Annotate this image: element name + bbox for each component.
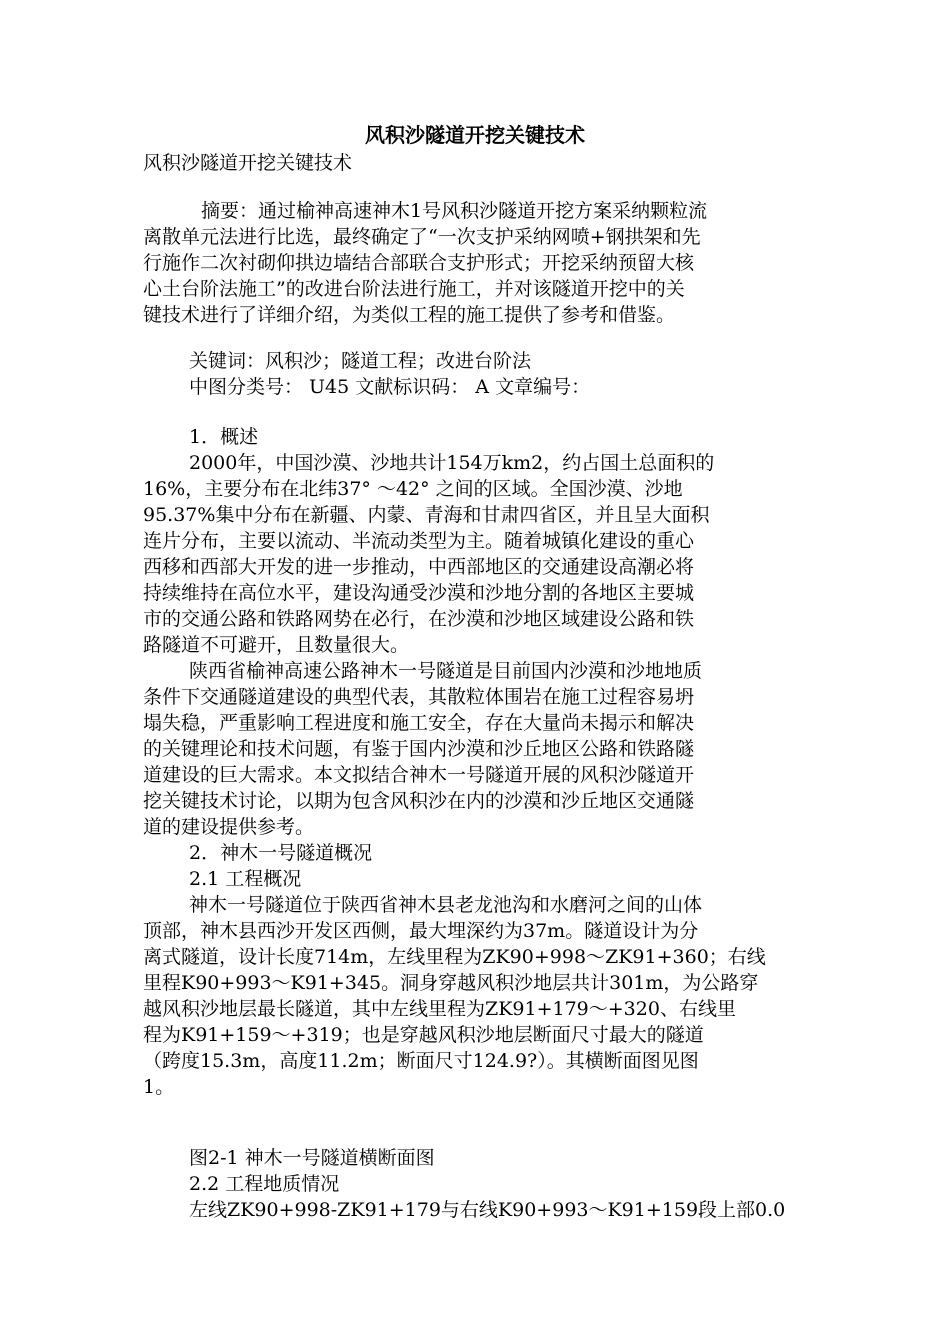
abstract — [143, 198, 808, 328]
paragraph-line: 里程K90+993～K91+345。洞身穿越风积沙地层共计301m，为公路穿 — [143, 972, 759, 994]
paragraph-line: 西移和西部大开发的进一步推动，中西部地区的交通建设高潮必将 — [143, 556, 695, 578]
abstract-line: 摘要：通过榆神高速神木1号风积沙隧道开挖方案采纳颗粒流 — [201, 200, 708, 222]
section-heading: 1．概述 — [189, 426, 259, 448]
abstract-line: 行施作二次衬砌仰拱边墙结合部联合支护形式；开挖采纳预留大核 — [143, 252, 695, 274]
paragraph-line: 95.37%集中分布在新疆、内蒙、青海和甘肃四省区，并且呈大面积 — [143, 504, 710, 526]
figure-caption: 图2-1 神木一号隧道横断面图 — [189, 1147, 435, 1169]
paragraph-line: 程为K91+159～+319；也是穿越风积沙地层断面尺寸最大的隧道 — [143, 1024, 704, 1046]
paragraph-line: 持续维持在高位水平，建设沟通受沙漠和沙地分割的各地区主要城 — [143, 582, 695, 604]
paragraph-line: 1。 — [143, 1076, 175, 1098]
section-heading: 2．神木一号隧道概况 — [189, 842, 373, 864]
paragraph-line: 离式隧道，设计长度714m，左线里程为ZK90+998～ZK91+360；右线 — [143, 946, 766, 968]
paragraph-line: 连片分布，主要以流动、半流动类型为主。随着城镇化建设的重心 — [143, 530, 695, 552]
abstract-line: 键技术进行了详细介绍，为类似工程的施工提供了参考和借鉴。 — [143, 304, 676, 326]
paragraph-line: （跨度15.3m，高度11.2m；断面尺寸124.9?）。其横断面图见图 — [143, 1050, 699, 1072]
paragraph-line: 顶部，神木县西沙开发区西侧，最大埋深约为37m。隧道设计为分 — [143, 920, 699, 942]
paragraph-line: 16%，主要分布在北纬37° ～42° 之间的区域。全国沙漠、沙地 — [143, 478, 683, 500]
paragraph-line: 道建设的巨大需求。本文拟结合神木一号隧道开展的风积沙隧道开 — [143, 764, 695, 786]
keywords-block — [143, 348, 808, 400]
paragraph-line: 塌失稳，严重影响工程进度和施工安全，存在大量尚未揭示和解决 — [143, 712, 695, 734]
section-1 — [143, 424, 808, 1100]
paragraph-line: 条件下交通隧道建设的典型代表，其散粒体围岩在施工过程容易坍 — [143, 686, 695, 708]
abstract-line: 离散单元法进行比选，最终确定了“一次支护采纳网喷+钢拱架和先 — [143, 226, 701, 248]
paragraph-line: 越风积沙地层最长隧道，其中左线里程为ZK91+179～+320、右线里 — [143, 998, 736, 1020]
paragraph-line: 市的交通公路和铁路网势在必行，在沙漠和沙地区域建设公路和铁 — [143, 608, 695, 630]
abstract-line: 心土台阶法施工”的改进台阶法进行施工，并对该隧道开挖中的关 — [143, 278, 685, 300]
classification: 中图分类号： U45 文献标识码： A 文章编号： — [189, 376, 591, 398]
section-heading: 2.1 工程概况 — [189, 868, 302, 890]
paragraph-line: 道的建设提供参考。 — [143, 816, 315, 838]
paragraph-line: 陕西省榆神高速公路神木一号隧道是目前国内沙漠和沙地地质 — [189, 660, 703, 682]
paragraph-line: 左线ZK90+998-ZK91+179与右线K90+993～K91+159段上部0.0 — [189, 1199, 786, 1221]
paragraph-line: 神木一号隧道位于陕西省神木县老龙池沟和水磨河之间的山体 — [189, 894, 703, 916]
paragraph-line: 挖关键技术讨论，以期为包含风积沙在内的沙漠和沙丘地区交通隧 — [143, 790, 695, 812]
section-2-cont — [143, 1145, 808, 1223]
document-subtitle: 风积沙隧道开挖关键技术 — [143, 152, 353, 174]
paragraph-line: 路隧道不可避开，且数量很大。 — [143, 634, 410, 656]
section-heading: 2.2 工程地质情况 — [189, 1173, 340, 1195]
paragraph-line: 的关键理论和技术问题，有鉴于国内沙漠和沙丘地区公路和铁路隧 — [143, 738, 695, 760]
keywords: 关键词：风积沙；隧道工程；改进台阶法 — [189, 350, 532, 372]
paragraph-line: 2000年，中国沙漠、沙地共计154万km2，约占国土总面积的 — [189, 452, 715, 474]
document-title: 风积沙隧道开挖关键技术 — [365, 123, 585, 147]
